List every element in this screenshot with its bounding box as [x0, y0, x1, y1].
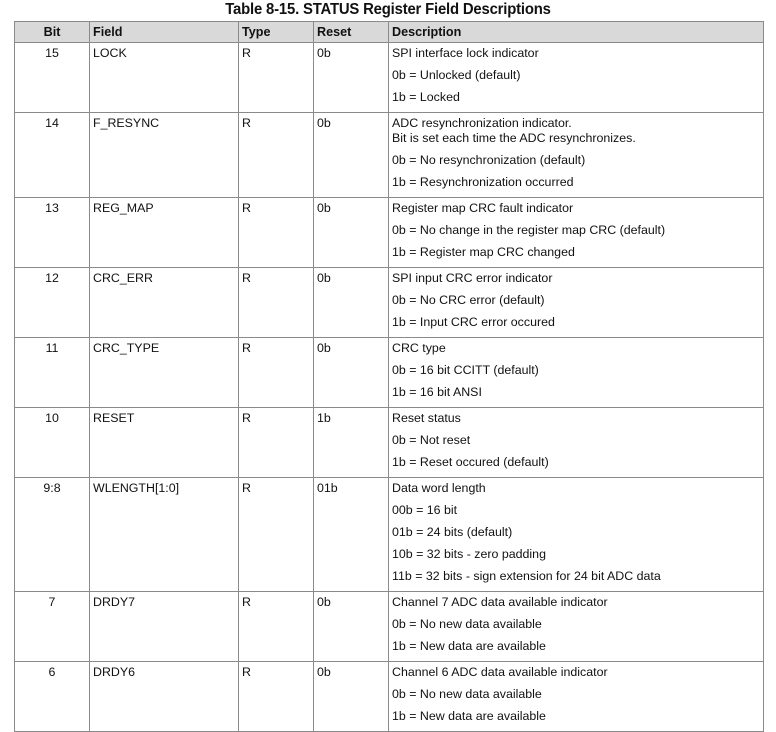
bit-cell: 13 [15, 198, 90, 268]
type-cell: R [239, 338, 314, 408]
table-row [15, 268, 764, 338]
table-row [15, 662, 764, 732]
description-line: 1b = New data are available [392, 639, 546, 653]
description-line: 01b = 24 bits (default) [392, 525, 513, 539]
bit-cell: 6 [15, 662, 90, 732]
reset-cell: 0b [314, 338, 389, 408]
description-line: 0b = No change in the register map CRC (default) [392, 223, 666, 237]
column-header-bit: Bit [15, 22, 90, 43]
column-header-reset: Reset [314, 22, 389, 43]
reset-cell: 0b [314, 198, 389, 268]
table-title: Table 8-15. STATUS Register Field Descriptions [225, 1, 551, 18]
description-cell [389, 338, 764, 408]
table-row [15, 338, 764, 408]
type-cell: R [239, 408, 314, 478]
description-line: 0b = Not reset [392, 433, 471, 447]
type-cell: R [239, 268, 314, 338]
reset-cell: 1b [314, 408, 389, 478]
description-cell [389, 198, 764, 268]
type-cell: R [239, 113, 314, 198]
description-line: ADC resynchronization indicator. [392, 116, 572, 130]
bit-cell: 11 [15, 338, 90, 408]
bit-cell: 12 [15, 268, 90, 338]
description-line: Data word length [392, 481, 486, 495]
reset-cell: 01b [314, 478, 389, 592]
field-cell: CRC_ERR [90, 268, 239, 338]
field-cell: F_RESYNC [90, 113, 239, 198]
description-line: 1b = Reset occured (default) [392, 455, 549, 469]
bit-cell: 15 [15, 43, 90, 113]
field-cell: CRC_TYPE [90, 338, 239, 408]
type-cell: R [239, 662, 314, 732]
field-cell: WLENGTH[1:0] [90, 478, 239, 592]
type-cell: R [239, 43, 314, 113]
reset-cell: 0b [314, 592, 389, 662]
bit-cell: 7 [15, 592, 90, 662]
table-row [15, 408, 764, 478]
reset-cell: 0b [314, 43, 389, 113]
description-line: Register map CRC fault indicator [392, 201, 574, 215]
reset-cell: 0b [314, 662, 389, 732]
description-line: 1b = Locked [392, 90, 460, 104]
description-line: 0b = 16 bit CCITT (default) [392, 363, 539, 377]
description-line: 0b = No new data available [392, 617, 542, 631]
description-line: 1b = New data are available [392, 709, 546, 723]
description-line: 1b = Resynchronization occurred [392, 175, 574, 189]
description-line: 0b = No new data available [392, 687, 542, 701]
table-row [15, 592, 764, 662]
description-line: Reset status [392, 411, 461, 425]
description-line: 1b = Register map CRC changed [392, 245, 575, 259]
description-line: Channel 7 ADC data available indicator [392, 595, 608, 609]
description-line: 11b = 32 bits - sign extension for 24 bit ADC data [392, 569, 661, 583]
type-cell: R [239, 592, 314, 662]
description-line: 1b = 16 bit ANSI [392, 385, 482, 399]
bit-cell: 14 [15, 113, 90, 198]
type-cell: R [239, 198, 314, 268]
table-row [15, 113, 764, 198]
description-line: 00b = 16 bit [392, 503, 458, 517]
description-cell [389, 408, 764, 478]
field-cell: RESET [90, 408, 239, 478]
reset-cell: 0b [314, 113, 389, 198]
table-row [15, 478, 764, 592]
description-line: 1b = Input CRC error occured [392, 315, 555, 329]
column-header-field: Field [90, 22, 239, 43]
header-row [15, 22, 764, 43]
description-cell [389, 113, 764, 198]
reset-cell: 0b [314, 268, 389, 338]
description-line: 0b = No resynchronization (default) [392, 153, 586, 167]
description-cell [389, 43, 764, 113]
description-line: Bit is set each time the ADC resynchronizes. [392, 131, 636, 145]
status-register-table [14, 21, 764, 732]
description-line: SPI input CRC error indicator [392, 271, 553, 285]
field-cell: DRDY6 [90, 662, 239, 732]
table-row [15, 43, 764, 113]
field-cell: LOCK [90, 43, 239, 113]
description-cell [389, 268, 764, 338]
field-cell: DRDY7 [90, 592, 239, 662]
description-cell [389, 592, 764, 662]
description-line: 0b = No CRC error (default) [392, 293, 545, 307]
description-line: Channel 6 ADC data available indicator [392, 665, 608, 679]
description-line: SPI interface lock indicator [392, 46, 539, 60]
column-header-description: Description [389, 22, 764, 43]
column-header-type: Type [239, 22, 314, 43]
table-row [15, 198, 764, 268]
description-line: 10b = 32 bits - zero padding [392, 547, 546, 561]
bit-cell: 10 [15, 408, 90, 478]
description-line: 0b = Unlocked (default) [392, 68, 521, 82]
description-cell [389, 662, 764, 732]
description-cell [389, 478, 764, 592]
bit-cell: 9:8 [15, 478, 90, 592]
type-cell: R [239, 478, 314, 592]
description-line: CRC type [392, 341, 446, 355]
field-cell: REG_MAP [90, 198, 239, 268]
